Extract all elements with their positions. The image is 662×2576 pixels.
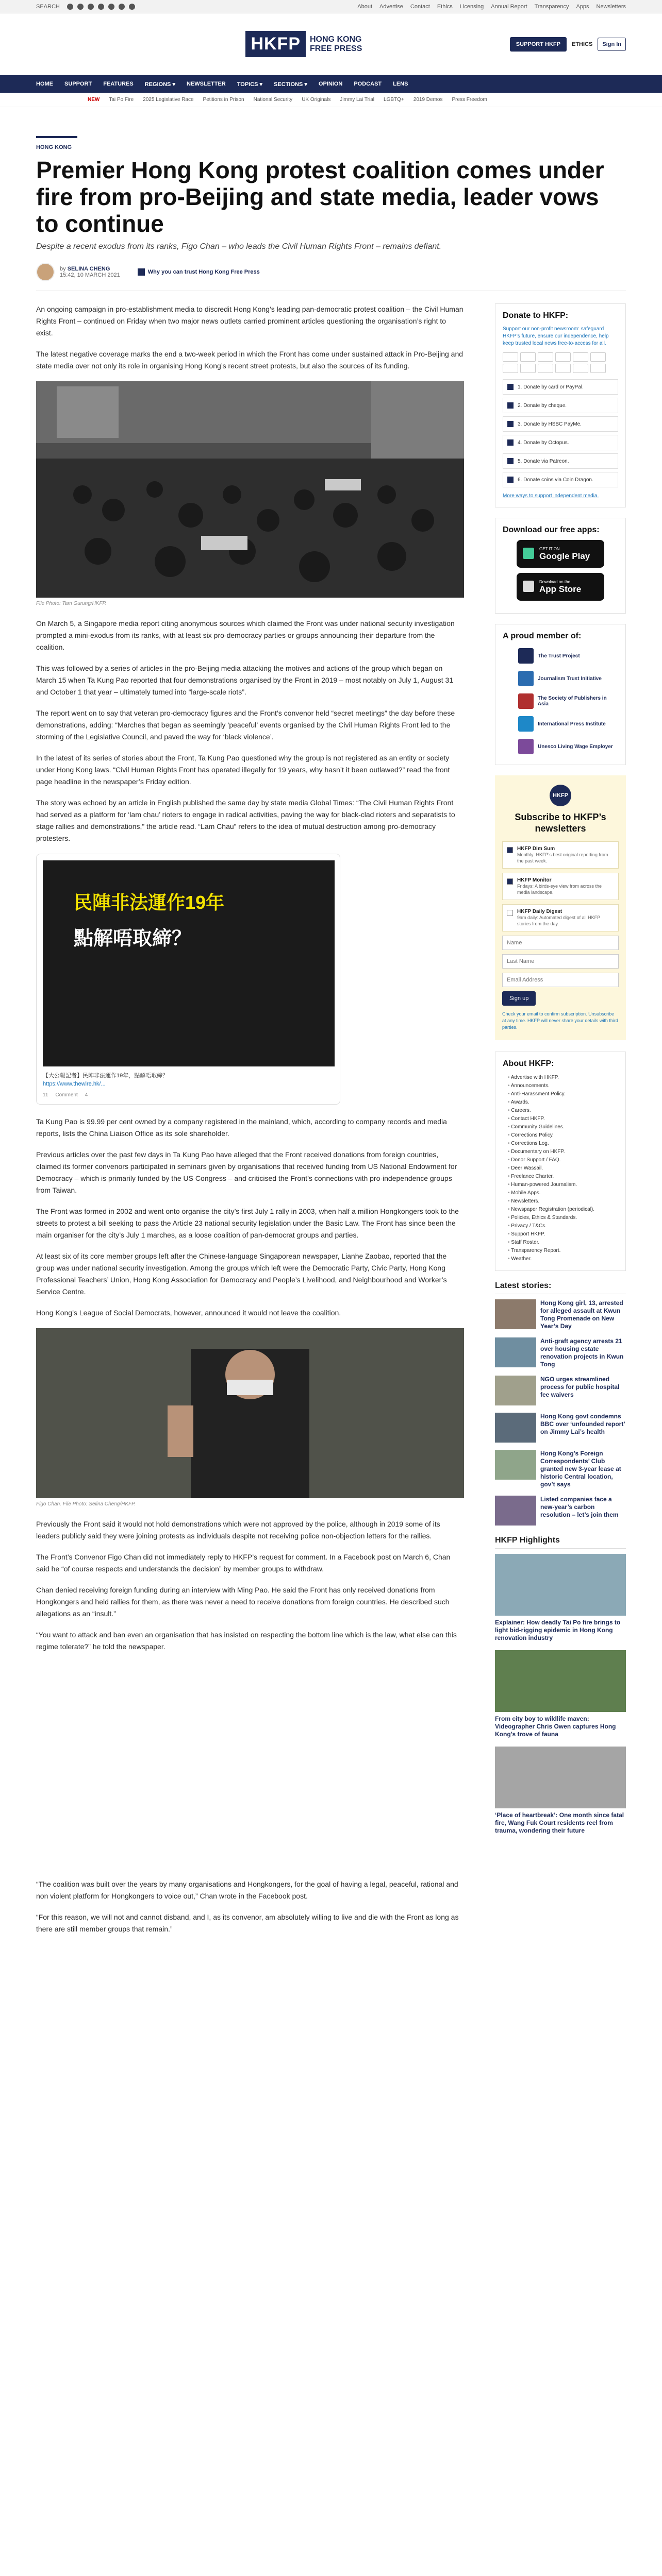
member-label: The Trust Project [538, 653, 580, 659]
app-store-button[interactable] [517, 573, 604, 601]
article-header [0, 107, 662, 281]
highlights-title: HKFP Highlights [495, 1536, 626, 1549]
story-title[interactable]: Anti-graft agency arrests 21 over housing estate renovation projects in Kwun Tong [540, 1337, 624, 1368]
donate-option-label: 5. Donate via Patreon. [518, 458, 569, 464]
nav-item-newsletter[interactable]: NEWSLETTER [186, 81, 226, 87]
members-title: A proud member of: [503, 632, 582, 640]
about-link[interactable]: • Careers. [508, 1107, 618, 1115]
first-name-input[interactable] [502, 936, 619, 950]
header-actions [510, 37, 626, 52]
member-jti[interactable] [518, 671, 618, 686]
app-store-small: Download on the [539, 579, 571, 584]
about-title: About HKFP: [503, 1059, 554, 1068]
apps-box [495, 518, 626, 614]
google-play-large: Google Play [539, 551, 590, 561]
trending-link[interactable]: UK Originals [302, 97, 331, 103]
trust-label: Why you can trust Hong Kong Free Press [147, 269, 260, 275]
patreon-icon [507, 458, 514, 464]
newsletter-option[interactable] [502, 841, 619, 869]
article-dek: Despite a recent exodus from its ranks, Figo Chan – who leads the Civil Human Rights Front – remains defiant. [36, 242, 442, 251]
google-play-icon [523, 548, 534, 559]
protest-photo [36, 381, 464, 598]
support-button[interactable]: SUPPORT HKFP [510, 37, 567, 52]
about-link[interactable]: • Staff Roster. [508, 1239, 618, 1247]
paragraph: “For this reason, we will not and cannot disband, and I, as its convenor, am absolutely willing to live and die with the Front as long as there are still member groups that remain.” [36, 1913, 459, 1933]
post-body: 【大公報記者】民陣非法運作19年，點解唔取締？ [43, 1073, 169, 1079]
latest-story[interactable] [495, 1450, 626, 1488]
gpay-icon [590, 352, 606, 362]
by-label: by [60, 266, 66, 272]
paragraph: “You want to attack and ban even an organisation that has insisted on respecting the bottom line which is the law, what else can this regime tolerate?” he told the newspaper. [36, 1631, 457, 1651]
paragraph: In the latest of its series of stories about the Front, Ta Kung Pao questioned why the group is not registered as an entity or society under Hong Kong laws. “Civil Human Rights Front has operated illegally for 19 years, why hasn’t it been outlawed?” read the front page headline in the newspaper’s Friday edition. [36, 754, 450, 786]
email-input[interactable] [502, 973, 619, 987]
amex-icon [538, 352, 553, 362]
newsletter-option[interactable] [502, 873, 619, 900]
paragraph: Ta Kung Pao is 99.99 per cent owned by a company registered in the mainland, which, according to company records and media reports, lists the China Liaison Office as its sole shareholder. [36, 1117, 447, 1138]
utility-link[interactable]: Licensing [459, 3, 484, 10]
newspaper-front-page[interactable] [43, 860, 335, 1066]
about-link[interactable]: • Anti-Harassment Policy. [508, 1090, 618, 1098]
highlight-image[interactable] [495, 1650, 626, 1712]
about-link[interactable]: • Newsletters. [508, 1197, 618, 1206]
donate-option[interactable] [503, 453, 618, 469]
new-badge: NEW [88, 97, 100, 103]
trending-link[interactable]: Press Freedom [452, 97, 487, 103]
story-title[interactable]: Hong Kong govt condemns BBC over ‘unfounded report’ on Jimmy Lai’s health [540, 1413, 625, 1435]
paragraph: The latest negative coverage marks the end a two-week period in which the Front has come under sustained attack in Pro-Beijing and state media over not only its role in organising Hong Kong’s recent street protests, but also the sources of its funding. [36, 350, 464, 370]
story-title[interactable]: Hong Kong’s Foreign Correspondents’ Club granted new 3-year lease at historic Central location, gov’t says [540, 1450, 621, 1488]
nav-item-home[interactable]: HOME [36, 81, 53, 87]
fps-icon [538, 364, 553, 373]
about-link[interactable]: • Corrections Log. [508, 1140, 618, 1148]
like-count[interactable]: 11 [43, 1092, 48, 1098]
photo-caption: File Photo: Tam Gurung/HKFP. [36, 601, 107, 606]
embedded-post [36, 854, 340, 1105]
utility-link[interactable]: Advertise [379, 3, 403, 10]
member-sopa[interactable] [518, 693, 618, 709]
member-logos [503, 646, 618, 757]
member-ipi[interactable] [518, 716, 618, 732]
twitter-icon[interactable] [77, 4, 84, 10]
latest-story[interactable] [495, 1496, 626, 1526]
about-link[interactable]: • Awards. [508, 1098, 618, 1107]
paragraph: The Front’s Convenor Figo Chan did not immediately reply to HKFP’s request for comment. In a Facebook post on March 6, Chan said he “of course respects and understands the decision” by member groups to withdraw. [36, 1553, 451, 1573]
octopus-icon [520, 364, 536, 373]
linkedin-icon[interactable] [119, 4, 125, 10]
story-title[interactable]: Listed companies face a new-year’s carbon resolution – let’s join them [540, 1496, 619, 1518]
patreon-icon [573, 364, 588, 373]
comment-link[interactable]: Comment [55, 1092, 78, 1098]
author-name[interactable]: SELINA CHENG [67, 266, 110, 272]
paragraph: Hong Kong’s League of Social Democrats, however, announced it would not leave the coalition. [36, 1309, 341, 1317]
utility-bar [0, 0, 662, 13]
paragraph: On March 5, a Singapore media report citing anonymous sources which claimed the Front was under national security investigation prompted a mini-exodus from its ranks, with at least six pro-democracy parties or groups announcing their departure from the coalition. [36, 619, 455, 651]
site-logo[interactable] [245, 31, 362, 57]
logo-line-2: FREE PRESS [310, 44, 362, 53]
nav-item-opinion[interactable]: OPINION [318, 81, 343, 87]
highlight-title[interactable]: From city boy to wildlife maven: Videographer Chris Owen captures Hong Kong’s trove of fauna [495, 1715, 616, 1738]
logo-line-1: HONG KONG [310, 35, 362, 44]
story-thumbnail[interactable] [495, 1496, 536, 1526]
google-play-small: GET IT ON [539, 546, 560, 551]
author-avatar[interactable] [36, 263, 55, 281]
coin-icon [507, 477, 514, 483]
about-link[interactable]: • Support HKFP. [508, 1230, 618, 1239]
paragraph: The story was echoed by an article in English published the same day by state media Global Times: “The Civil Human Rights Front had served as a platform for ‘lam chau’ rioters to engage in radical activities, paving the way for black-clad rioters and separatists to stage rallies and demonstrations,” the article read. “Lam Chau” refers to the idea of mutual destruction among pro-democracy protesters. [36, 799, 455, 842]
about-link[interactable]: • Donor Support / FAQ. [508, 1156, 618, 1164]
utility-link[interactable]: Newsletters [596, 3, 626, 10]
checkbox-icon[interactable] [507, 847, 513, 853]
logo-text [310, 35, 362, 54]
post-meta [43, 1092, 334, 1098]
about-link[interactable]: • Contact HKFP. [508, 1115, 618, 1123]
donate-option-label: 2. Donate by cheque. [518, 402, 567, 409]
article-category[interactable]: HONG KONG [36, 144, 72, 150]
about-link[interactable]: • Human-powered Journalism. [508, 1181, 618, 1189]
about-link[interactable]: • Corrections Policy. [508, 1131, 618, 1140]
ipi-icon [518, 716, 534, 732]
site-header [0, 13, 662, 75]
coin-icon [590, 364, 606, 373]
about-link[interactable]: • Community Guidelines. [508, 1123, 618, 1131]
latest-title: Latest stories: [495, 1281, 626, 1294]
portrait-image [36, 1328, 464, 1498]
sopa-icon [518, 693, 534, 709]
donate-note[interactable]: Support our non-profit newsroom: safeguard HKFP’s future, ensure our independence, help keep trusted local news free-to-access for all. [503, 326, 609, 346]
paragraph: The report went on to say that veteran pro-democracy figures and the Front’s convenor held “secret meetings” the day before these demonstrations, adding: “Marches that began as seemingly ‘peaceful’ events organised by the Civil Human Rights Front led to the storming of the Legislative Council, and paved the way for ‘black violence’. [36, 709, 455, 741]
newspaper-headline-1: 民陣非法運作19年 [74, 892, 225, 913]
newsletter-title: Subscribe to HKFP’s newsletters [515, 812, 606, 834]
main-nav [0, 75, 662, 93]
trust-link[interactable] [138, 268, 260, 276]
nav-item-features[interactable]: FEATURES [103, 81, 134, 87]
photo-caption: Figo Chan. File Photo: Selina Cheng/HKFP. [36, 1501, 136, 1507]
about-box [495, 1052, 626, 1271]
story-thumbnail[interactable] [495, 1376, 536, 1405]
about-link[interactable]: • Deer Wassail. [508, 1164, 618, 1173]
apps-title: Download our free apps: [503, 526, 600, 534]
paragraph: Previously the Front said it would not hold demonstrations which were not approved by the police, although in 2019 some of its leaders publicly said they were joining protests as individuals despite not receiving police non-objection letters for the rallies. [36, 1520, 440, 1540]
nav-item-sections[interactable]: SECTIONS ▾ [274, 81, 307, 88]
share-count[interactable]: 4 [85, 1092, 88, 1098]
instagram-icon[interactable] [88, 4, 94, 10]
donate-option[interactable] [503, 398, 618, 413]
trending-link[interactable]: 2019 Demos [413, 97, 443, 103]
highlight-card[interactable] [495, 1650, 626, 1738]
highlights-list [495, 1554, 626, 1835]
latest-stories [495, 1299, 626, 1526]
newsletter-option-desc: Monthly: HKFP’s best original reporting from the past week. [517, 852, 608, 863]
donate-option[interactable] [503, 379, 618, 395]
youtube-icon[interactable] [98, 4, 104, 10]
about-link[interactable]: • Policies, Ethics & Standards. [508, 1214, 618, 1222]
donate-title: Donate to HKFP: [503, 311, 569, 320]
highlight-card[interactable] [495, 1747, 626, 1835]
utility-link[interactable]: Annual Report [491, 3, 527, 10]
ethics-link[interactable]: ETHICS [571, 41, 593, 47]
post-text [43, 1072, 334, 1088]
latest-story[interactable] [495, 1299, 626, 1330]
story-thumbnail[interactable] [495, 1413, 536, 1443]
about-link[interactable]: • Transparency Report. [508, 1247, 618, 1255]
telegram-icon[interactable] [108, 4, 114, 10]
nav-item-regions[interactable]: REGIONS ▾ [144, 81, 175, 88]
trust-project-icon [518, 648, 534, 664]
donate-option-label: 6. Donate coins via Coin Dragon. [518, 477, 593, 483]
post-link[interactable]: https://www.thewire.hk/... [43, 1081, 106, 1087]
story-thumbnail[interactable] [495, 1299, 536, 1329]
rss-icon[interactable] [129, 4, 135, 10]
paragraph: Previous articles over the past few days in Ta Kung Pao have alleged that the Front received donations from foreign countries, claimed its former convenors participated in seminars given by organisations that received funding from US National Endowment for Democracy – which is primarily funded by the US Congress – and criticised the Front’s connections with pro-independence groups from Taiwan. [36, 1150, 457, 1194]
mastercard-icon [503, 352, 518, 362]
jti-icon [518, 671, 534, 686]
highlight-title[interactable]: Explainer: How deadly Tai Po fire brings to light bid-rigging epidemic in Hong Kong renovation industry [495, 1619, 621, 1641]
utility-link[interactable]: Ethics [437, 3, 453, 10]
utility-link[interactable]: Transparency [534, 3, 569, 10]
paragraph: This was followed by a series of articles in the pro-Beijing media attacking the motives and actions of the group which began on March 15 when Ta Kung Pao reported that four demonstrations organised by the Front in 2019 – most notably on July 1, August 31 and October 1 that year – ultimately turned into “large-scale riots”. [36, 664, 454, 696]
trust-icon [138, 268, 145, 276]
latest-story[interactable] [495, 1413, 626, 1443]
last-name-input[interactable] [502, 954, 619, 969]
trending-link[interactable]: Petitions in Prison [203, 97, 244, 103]
card-icon [507, 384, 514, 390]
article-body [36, 303, 464, 1944]
payment-icons [503, 352, 618, 373]
member-trust-project[interactable] [518, 648, 618, 664]
newsletter-box [495, 775, 626, 1040]
figo-chan-photo [36, 1328, 464, 1498]
octopus-icon [507, 439, 514, 446]
highlight-image[interactable] [495, 1554, 626, 1616]
trending-link[interactable]: National Security [253, 97, 293, 103]
trending-link[interactable]: LGBTQ+ [384, 97, 404, 103]
utility-link[interactable]: Contact [410, 3, 430, 10]
donate-option[interactable] [503, 472, 618, 487]
byline [36, 263, 626, 281]
about-link[interactable]: • Advertise with HKFP. [508, 1074, 618, 1082]
paragraph: At least six of its core member groups left after the Chinese-language Singaporean newspaper, Lianhe Zaobao, reported that the group was under national security investigation. Among the groups which left were the Democratic Party, Civic Party, Hong Kong Professional Teachers’ Union, Hong Kong Association for Democracy and People’s Livelihood, and Neighbourhood and Worker’s Service Centre. [36, 1252, 447, 1296]
alipay-icon [555, 364, 571, 373]
social-icons [67, 4, 135, 10]
about-link[interactable]: • Freelance Charter. [508, 1173, 618, 1181]
trending-link[interactable]: 2025 Legislative Race [143, 97, 194, 103]
living-wage-icon [518, 739, 534, 754]
about-link[interactable]: • Newspaper Registration (periodical). [508, 1206, 618, 1214]
latest-story[interactable] [495, 1376, 626, 1405]
visa-icon [520, 352, 536, 362]
member-label: Journalism Trust Initiative [538, 675, 602, 682]
donate-box [495, 303, 626, 507]
sidebar [495, 303, 626, 1944]
donate-option[interactable] [503, 416, 618, 432]
donate-option-label: 1. Donate by card or PayPal. [518, 384, 584, 390]
story-thumbnail[interactable] [495, 1450, 536, 1480]
paragraph: Chan denied receiving foreign funding during an interview with Ming Pao. He said the Front has only received donations from Hongkongers and held rallies for them, as there was never a need to receive donations from foreign countries. He described such allegations as an “insult.” [36, 1586, 450, 1618]
about-link[interactable]: • Announcements. [508, 1082, 618, 1090]
trending-link[interactable]: Jimmy Lai Trial [340, 97, 375, 103]
about-link[interactable]: • Weather. [508, 1255, 618, 1263]
members-box [495, 624, 626, 765]
search-link[interactable]: SEARCH [36, 3, 60, 10]
applepay-icon [573, 352, 588, 362]
highlight-image[interactable] [495, 1747, 626, 1808]
utility-links [357, 4, 626, 10]
highlight-card[interactable] [495, 1554, 626, 1642]
utility-link[interactable]: About [357, 3, 373, 10]
donate-option-label: 4. Donate by Octopus. [518, 439, 569, 446]
newsletter-logo: HKFP [550, 785, 571, 806]
app-store-large: App Store [539, 584, 582, 594]
publish-date: 15:42, 10 MARCH 2021 [60, 272, 120, 278]
newsletter-note: Check your email to confirm subscription. Unsubscribe at any time. HKFP will never share your details with third parties. [502, 1011, 618, 1030]
paragraph: “The coalition was built over the years by many organisations and Hongkongers, for the goal of having a legal, peaceful, rational and non violent platform for Hongkongers to voice out,” Chan wrote in the Facebook post. [36, 1880, 458, 1900]
newsletter-option-desc: Fridays: A birds-eye view from across the media landscape. [517, 884, 602, 895]
newsletter-option-title: HKFP Monitor [517, 877, 552, 883]
trending-link[interactable]: Tai Po Fire [109, 97, 134, 103]
utility-link[interactable]: Apps [576, 3, 589, 10]
facebook-icon[interactable] [67, 4, 73, 10]
member-living-wage[interactable] [518, 739, 618, 754]
nav-item-podcast[interactable]: PODCAST [354, 81, 382, 87]
payme-icon [507, 421, 514, 427]
cheque-icon [507, 402, 514, 409]
logo-mark: HKFP [245, 31, 306, 57]
newsletter-option[interactable] [502, 904, 619, 931]
story-thumbnail[interactable] [495, 1337, 536, 1367]
donate-option-label: 3. Donate by HSBC PayMe. [518, 421, 582, 427]
checkbox-icon[interactable] [507, 878, 513, 885]
article-title: Premier Hong Kong protest coalition comes under fire from pro-Beijing and state media, leader vows to continue [36, 157, 604, 237]
newspaper-headline-2: 點解唔取締？ [74, 928, 192, 950]
google-play-button[interactable] [517, 540, 604, 568]
paragraph: The Front was formed in 2002 and went onto organise the city’s first July 1 rally in 2003, when half a million Hongkongers took to the streets to protest a bill seeking to pass the Article 23 national security legislation under the Basic Law. The Front has since been the main organiser for the city’s July 1 marches, as a loose coalition of pan-democrat groups and parties. [36, 1207, 459, 1239]
member-label: Unesco Living Wage Employer [538, 743, 613, 750]
apple-icon [523, 581, 534, 592]
newsletter-option-title: HKFP Dim Sum [517, 846, 555, 852]
about-list [503, 1074, 618, 1263]
story-title[interactable]: Hong Kong girl, 13, arrested for alleged assault at Kwun Tong Promenade on New Year’s Day [540, 1299, 623, 1330]
protest-crowd-image [36, 381, 464, 598]
paypal-icon [555, 352, 571, 362]
page-body [0, 303, 662, 1944]
about-link[interactable]: • Mobile Apps. [508, 1189, 618, 1197]
more-support-link[interactable]: More ways to support independent media. [503, 493, 599, 499]
signin-button[interactable]: Sign In [598, 38, 626, 51]
latest-story[interactable] [495, 1337, 626, 1368]
nav-item-topics[interactable]: TOPICS ▾ [237, 81, 263, 88]
nav-item-lens[interactable]: LENS [393, 81, 408, 87]
highlight-title[interactable]: ‘Place of heartbreak’: One month since fatal fire, Wang Fuk Court residents reel from trauma, wondering their future [495, 1811, 624, 1834]
paragraph: An ongoing campaign in pro-establishment media to discredit Hong Kong’s leading pan-democratic protest coalition – the Civil Human Rights Front – continued on Friday when two major news outlets carried prominent articles questioning the organisation’s right to exist. [36, 305, 464, 337]
story-title[interactable]: NGO urges streamlined process for public hospital fee waivers [540, 1376, 620, 1398]
newsletter-option-desc: 9am daily: Automated digest of all HKFP stories from the day. [517, 915, 600, 926]
donate-option[interactable] [503, 435, 618, 450]
payme-icon [503, 364, 518, 373]
member-label: International Press Institute [538, 721, 606, 727]
about-link[interactable]: • Documentary on HKFP. [508, 1148, 618, 1156]
header-rule [36, 136, 77, 138]
about-link[interactable]: • Privacy / T&Cs. [508, 1222, 618, 1230]
member-label: The Society of Publishers in Asia [537, 696, 607, 707]
signup-button[interactable]: Sign up [502, 991, 536, 1006]
checkbox-icon[interactable] [507, 910, 513, 916]
embed-spacer [36, 1662, 464, 1878]
trending-bar [0, 93, 662, 107]
newsletter-option-title: HKFP Daily Digest [517, 909, 562, 914]
nav-item-support[interactable]: SUPPORT [64, 81, 92, 87]
